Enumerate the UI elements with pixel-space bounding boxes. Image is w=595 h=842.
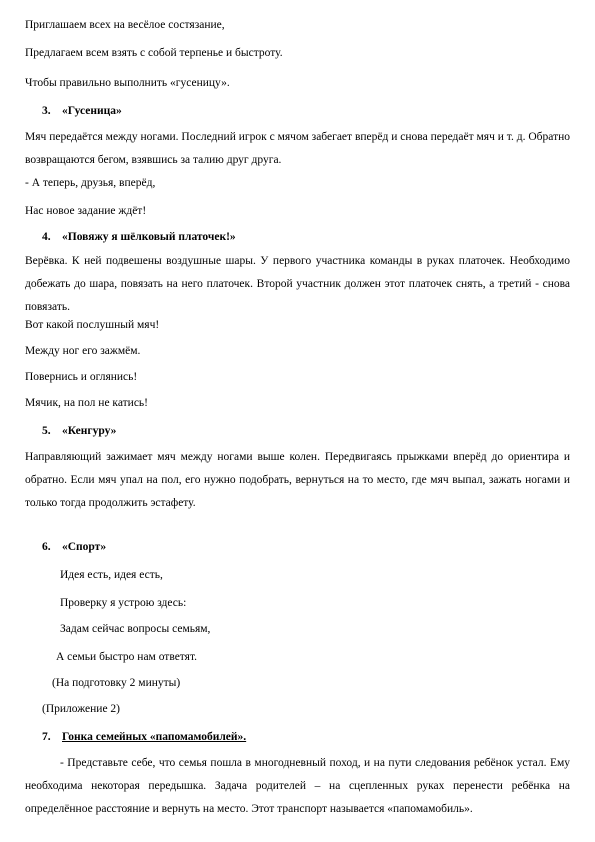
section-title: Гонка семейных «папомамобилей». (62, 731, 247, 743)
verse-line: Проверку я устрою здесь: (60, 597, 187, 609)
section-number: 6. (42, 541, 51, 553)
verse-line: Между ног его зажмём. (25, 345, 141, 357)
text-line: Предлагаем всем взять с собой терпенье и быстроту. (25, 47, 283, 59)
section-heading-7 (42, 730, 246, 744)
section-title: «Спорт» (62, 541, 107, 553)
appendix-note: (Приложение 2) (42, 703, 121, 715)
section-number: 3. (42, 105, 51, 117)
verse-line: Вот какой послушный мяч! (25, 319, 160, 331)
section-number: 4. (42, 231, 51, 243)
section-heading-5 (42, 424, 116, 438)
paragraph-3: Мяч передаётся между ногами. Последний игрок с мячом забегает вперёд и снова передаёт мяч и т. д. Обратно возвращаются бегом, взявшись за талию друг друга. (25, 131, 570, 166)
section-title: «Повяжу я шёлковый платочек!» (62, 231, 236, 243)
section-number: 7. (42, 731, 51, 743)
paragraph-5: Направляющий зажимает мяч между ногами выше колен. Передвигаясь прыжками вперёд до ориентира и обратно. Если мяч упал на пол, его нужно подобрать, вернуться на то место, где мяч выпал, зажать ногами и только тогда продолжить эстафету. (25, 451, 570, 509)
section-heading-4 (42, 230, 236, 244)
section-heading-3 (42, 104, 122, 118)
paragraph-7: - Представьте себе, что семья пошла в многодневный поход, и на пути следования ребёнок устал. Ему необходима некоторая передышка. Задача родителей – на сцепленных руках перенести ребёнка на определённое расстояние и вернуть на место. Этот транспорт называется «папомамобиль». (25, 757, 570, 815)
verse-line: Повернись и оглянись! (25, 371, 138, 383)
verse-line: Идея есть, идея есть, (60, 569, 163, 581)
verse-line: Мячик, на пол не катись! (25, 397, 149, 409)
section-number: 5. (42, 425, 51, 437)
verse-line: - А теперь, друзья, вперёд, (25, 177, 156, 189)
verse-line: А семьи быстро нам ответят. (56, 651, 198, 663)
verse-line: Задам сейчас вопросы семьям, (60, 623, 211, 635)
verse-line: Нас новое задание ждёт! (25, 205, 147, 217)
section-heading-6 (42, 540, 106, 554)
section-title: «Кенгуру» (62, 425, 117, 437)
text-line: Приглашаем всех на весёлое состязание, (25, 19, 225, 31)
text-line: Чтобы правильно выполнить «гусеницу». (25, 77, 230, 89)
section-title: «Гусеница» (62, 105, 122, 117)
note-line: (На подготовку 2 минуты) (52, 677, 181, 689)
paragraph-4: Верёвка. К ней подвешены воздушные шары. У первого участника команды в руках платочек. Необходимо добежать до шара, повязать на него платочек. Второй участник должен этот платочек снять, а третий - снова повязать. (25, 255, 570, 313)
